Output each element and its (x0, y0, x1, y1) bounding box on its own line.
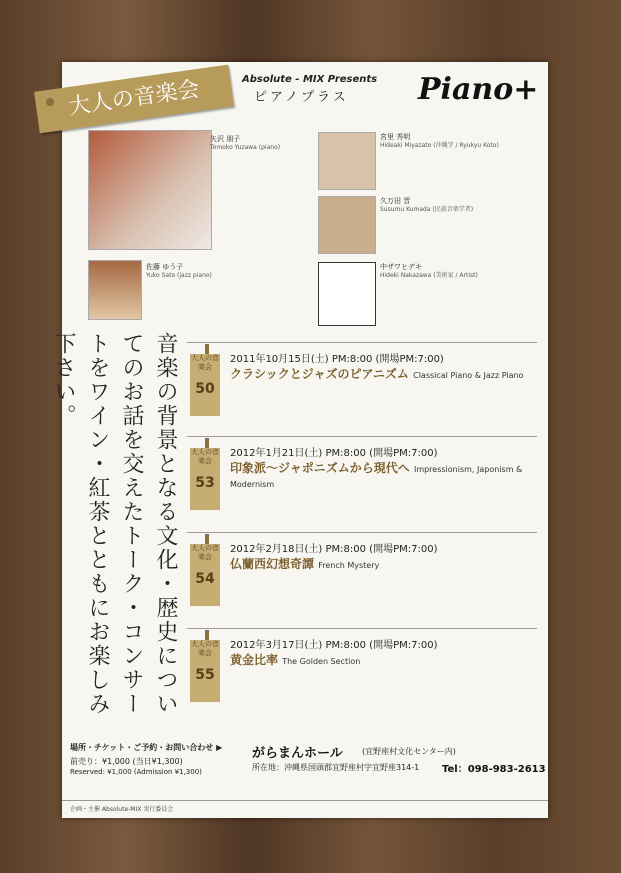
vol-number: 55 (195, 667, 215, 683)
event-title-en: French Mystery (318, 561, 380, 570)
brand-logo: Piano+ (418, 72, 539, 107)
event-title (230, 555, 542, 572)
event-date: 2011年10月15日(土) PM:8:00 (開場PM:7:00) (230, 354, 444, 365)
performer-name-kumada: 久万田 晋 (380, 197, 411, 205)
presents-line: Absolute - MIX Presents (242, 74, 378, 85)
price-reserved: Reserved: ¥1,000 (Admission ¥1,300) (70, 768, 202, 776)
organizer-band (62, 800, 548, 819)
performer-name-nakazawa: 中ザワヒデキ (380, 263, 422, 271)
performer-name-miyazato: 宮里 秀明 (380, 133, 411, 141)
vol-tag-label: 大人の音楽会 (191, 448, 219, 465)
performer-romaji-yuzawa: Tomoko Yuzawa (piano) (210, 144, 281, 151)
event-title (230, 365, 542, 382)
hall-tel: Tel：098-983-2613 (442, 764, 546, 775)
hall-subname: (宜野座村文化センター内) (362, 747, 456, 756)
contact-heading: 場所・チケット・ご予約・お問い合わせ ▶ (70, 743, 223, 752)
flyer-paper (51, 62, 548, 818)
vol-tag-label: 大人の音楽会 (191, 640, 219, 657)
photo-miyazato (318, 132, 376, 190)
footer (62, 740, 548, 818)
vol-number: 50 (195, 381, 215, 397)
vertical-copy: 音楽の背景となる文化・歴史についてのお話を交えたトーク・コンサートをワイン・紅茶とともにお楽しみ下さい。 (51, 332, 178, 716)
photo-kumada (318, 196, 376, 254)
organizer-credit: 企画・主催 Absolute-MIX 実行委員会 (70, 806, 174, 813)
vol-tag-label: 大人の音楽会 (191, 544, 219, 561)
event-title-en: Classical Piano & Jazz Piano (413, 371, 524, 380)
performer-name-yuzawa: 矢沢 朋子 (210, 135, 241, 143)
event-vol55 (230, 636, 542, 668)
vol-number: 54 (195, 571, 215, 587)
vol-number: 53 (195, 475, 215, 491)
event-date: 2012年1月21日(土) PM:8:00 (開場PM:7:00) (230, 448, 438, 459)
performer-romaji-miyazato: Hideaki Miyazato (沖縄学 / Ryukyu Koto) (380, 142, 499, 149)
performer-romaji-kumada: Susumu Kumada (民族音楽学者) (380, 206, 474, 213)
vol-tag-54 (190, 544, 220, 606)
photo-yuzawa (88, 130, 212, 250)
performer-romaji-nakazawa: Hideki Nakazawa (美術家 / Artist) (380, 272, 478, 279)
photo-sato (88, 260, 142, 320)
performer-romaji-sato: Yuko Sato (jazz piano) (146, 272, 212, 279)
event-divider (187, 628, 537, 629)
performer-name-sato: 佐藤 ゆう子 (146, 263, 184, 271)
title-tag: 大人の音楽会 (34, 65, 234, 134)
event-vol54 (230, 540, 542, 572)
vol-tag-55 (190, 640, 220, 702)
vol-tag-label: 大人の音楽会 (191, 354, 219, 371)
event-title-en: The Golden Section (282, 657, 361, 666)
event-title-en: Impressionism, Japonism & Modernism (230, 465, 523, 489)
event-title (230, 651, 542, 668)
price-advance: 前売り：¥1,000 (当日¥1,300) (70, 757, 183, 766)
vol-tag-50 (190, 354, 220, 416)
event-title (230, 459, 542, 490)
event-title-jp: 印象派〜ジャポニズムから現代へ (230, 461, 410, 475)
portrait-nakazawa-illustration (318, 262, 376, 326)
vol-tag-53 (190, 448, 220, 510)
event-title-jp: 黄金比率 (230, 653, 279, 667)
event-divider (187, 342, 537, 343)
event-title-jp: 仏蘭西幻想奇譚 (230, 557, 315, 571)
event-date: 2012年3月17日(土) PM:8:00 (開場PM:7:00) (230, 640, 438, 651)
event-title-jp: クラシックとジャズのピアニズム (230, 367, 409, 381)
event-vol50 (230, 350, 542, 382)
hall-name: がらまんホール (252, 746, 343, 761)
subtitle: ピアノプラス (254, 90, 349, 105)
event-divider (187, 532, 537, 533)
event-date: 2012年2月18日(土) PM:8:00 (開場PM:7:00) (230, 544, 438, 555)
event-divider (187, 436, 537, 437)
hall-address: 所在地：沖縄県国頭郡宜野座村字宜野座314-1 (252, 763, 420, 772)
event-vol53 (230, 444, 542, 490)
